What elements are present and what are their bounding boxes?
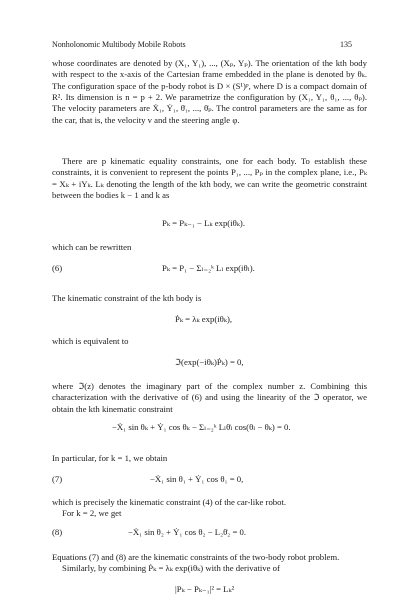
equation-6: Pₖ = P₁ − Σₗ₌₂ᵏ Lₗ exp(iθₗ).	[162, 263, 255, 273]
paragraph-rewritten: which can be rewritten	[52, 242, 132, 252]
paragraph-kinematic-constraint: The kinematic constraint of the kth body is	[52, 293, 202, 303]
paragraph-k2: For k = 2, we get	[62, 508, 122, 518]
running-title: Nonholonomic Multibody Mobile Robots	[52, 40, 186, 49]
paragraph-configuration: whose coordinates are denoted by (X₁, Y₁), ..., (Xₚ, Yₚ). The orientation of the kth body with respect to the x-axis of the Cartesian frame embedded in the plane is denoted by θₖ. The configuration space of the p-body robot is D × (S¹)ᵖ, where D is a compact domain of R². Its dimension is n = p + 2. We parametrize the configuration by (X₁, Y₁, θ₁, ..., θₚ). The velocity parameters are Ẋ₁, Ẏ₁, θ̇₁, ..., θ̇ₚ. The control parameters are the same as for the car, that is, the velocity v and the steering angle φ.	[52, 58, 367, 125]
equation-6-label: (6)	[52, 263, 63, 273]
paragraph-two-body: Equations (7) and (8) are the kinematic constraints of the two-body robot problem.	[52, 552, 340, 562]
equation-kth-kinematic-constraint: −Ẋ₁ sin θₖ + Ẏ₁ cos θₖ − Σₗ₌₂ᵏ Lₗθ̇ₗ cos(θₗ − θₖ) = 0.	[112, 422, 291, 432]
paragraph-constraints-intro: There are p kinematic equality constraints, one for each body. To establish these constraints, it is convenient to represent the points P₁, ..., Pₚ in the complex plane, i.e., Pₖ = Xₖ + iYₖ. Lₖ denoting the length of the kth body, we can write the geometric constraint between the bodies k − 1 and k as	[52, 156, 367, 201]
page-number: 135	[340, 40, 352, 49]
equation-imaginary-part: ℑ(exp(−iθₖ)Ṗₖ) = 0,	[175, 357, 244, 367]
equation-velocity: Ṗₖ = λₖ exp(iθₖ),	[175, 314, 233, 324]
paragraph-similarly: Similarly, by combining Ṗₖ = λₖ exp(iθₖ) with the derivative of	[62, 563, 280, 573]
equation-8: −Ẋ₁ sin θ₂ + Ẏ₁ cos θ₂ − L₂θ̇₂ = 0.	[128, 527, 247, 537]
equation-distance: |Pₖ − Pₖ₋₁|² = Lₖ²	[175, 584, 235, 594]
equation-8-label: (8)	[52, 527, 63, 537]
equation-7-label: (7)	[52, 474, 63, 484]
paragraph-k1: In particular, for k = 1, we obtain	[52, 453, 168, 463]
paragraph-car-like: which is precisely the kinematic constraint (4) of the car-like robot.	[52, 497, 287, 507]
equation-geometric-constraint: Pₖ = Pₖ₋₁ − Lₖ exp(iθₖ).	[162, 218, 245, 228]
equation-7: −Ẋ₁ sin θ₁ + Ẏ₁ cos θ₁ = 0,	[150, 474, 244, 484]
paragraph-equivalent: which is equivalent to	[52, 336, 129, 346]
paragraph-imaginary-operator: where ℑ(z) denotes the imaginary part of the complex number z. Combining this characterization with the derivative of (6) and using the linearity of the ℑ operator, we obtain the kth kinematic constraint	[52, 381, 367, 414]
